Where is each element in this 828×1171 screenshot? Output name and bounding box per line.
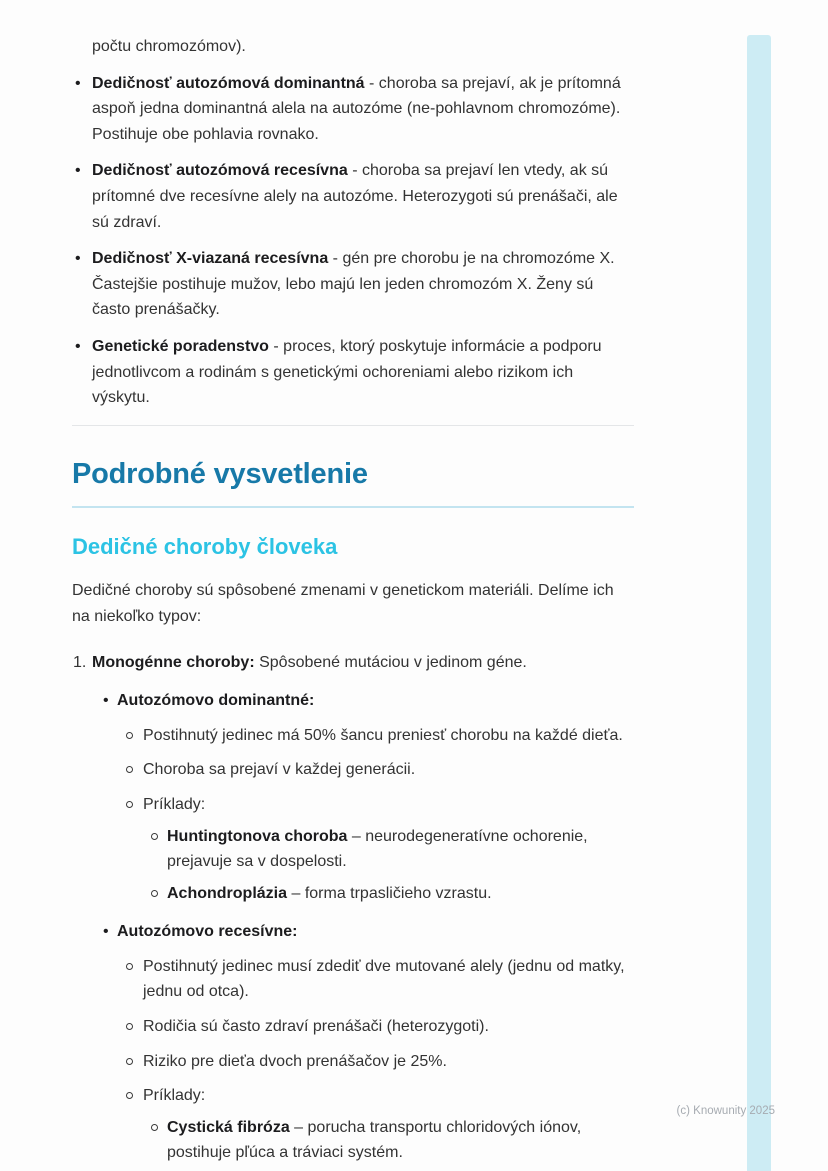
example-text: – forma trpasličieho vzrastu. bbox=[291, 884, 492, 902]
list-item bbox=[72, 334, 634, 411]
point-text: Postihnutý jedinec musí zdediť dve mutované alely (jednu od matky, jednu od otca). bbox=[143, 957, 625, 1001]
monogenic-groups-list bbox=[92, 688, 634, 1166]
point-item bbox=[117, 792, 634, 906]
group-title: Autozómovo recesívne: bbox=[117, 923, 298, 941]
term-description: - choroba sa prejaví, ak je prítomná aspoň jedna dominantná alela na autozóme (ne-pohlavnom chromozóme). Postihuje obe pohlavia rovnako. bbox=[92, 74, 621, 143]
point-text: Rodičia sú často zdraví prenášači (heterozygoti). bbox=[143, 1018, 489, 1036]
term-description: - proces, ktorý poskytuje informácie a podporu jednotlivcom a rodinám s genetickými ochoreniami alebo rizikom ich výskytu. bbox=[92, 337, 602, 407]
point-text: Riziko pre dieťa dvoch prenášačov je 25%. bbox=[143, 1052, 447, 1070]
point-item bbox=[117, 1014, 634, 1040]
term-bold: Dedičnosť X-viazaná recesívna bbox=[92, 250, 329, 268]
point-text: Príklady: bbox=[143, 1087, 206, 1105]
list-item bbox=[72, 158, 634, 235]
group-autosomal-recessive bbox=[92, 919, 634, 1166]
group-points-list bbox=[117, 954, 634, 1166]
group-autosomal-dominant bbox=[92, 688, 634, 906]
list-item bbox=[72, 71, 634, 148]
point-text: Choroba sa prejaví v každej generácii. bbox=[143, 761, 416, 779]
point-item bbox=[117, 757, 634, 783]
example-term: Achondroplázia bbox=[167, 884, 288, 902]
term-bold: Dedičnosť autozómová dominantná bbox=[92, 74, 365, 92]
examples-list bbox=[143, 1115, 634, 1166]
subsection-title: Dedičné choroby človeka bbox=[72, 533, 338, 559]
continuation-text: počtu chromozómov). bbox=[92, 38, 246, 55]
example-item bbox=[143, 1115, 634, 1166]
section-divider bbox=[72, 425, 634, 426]
example-text: – porucha transportu chloridových iónov, postihuje pľúca a tráviaci systém. bbox=[167, 1118, 582, 1162]
section-intro-text: Dedičné choroby sú spôsobené zmenami v genetickom materiáli. Delíme ich na niekoľko typov: bbox=[72, 582, 614, 625]
point-text: Príklady: bbox=[143, 795, 206, 813]
term-bold: Dedičnosť autozómová recesívna bbox=[92, 162, 348, 180]
section-title: Podrobné vysvetlenie bbox=[72, 456, 634, 508]
page-edge-decoration bbox=[747, 35, 771, 1171]
group-title: Autozómovo dominantné: bbox=[117, 692, 315, 710]
document-content bbox=[72, 34, 634, 1166]
watermark: (c) Knowunity 2025 bbox=[676, 1105, 775, 1117]
item-number: 1. bbox=[73, 653, 87, 671]
point-item bbox=[117, 1049, 634, 1075]
hereditary-types-list bbox=[72, 71, 634, 411]
point-item bbox=[117, 954, 634, 1005]
point-item bbox=[117, 1083, 634, 1166]
list-item bbox=[72, 246, 634, 323]
point-item bbox=[117, 723, 634, 749]
example-item bbox=[143, 824, 634, 875]
term-description: Spôsobené mutáciou v jedinom géne. bbox=[259, 653, 527, 671]
examples-list bbox=[143, 824, 634, 907]
example-item bbox=[143, 881, 634, 907]
term-bold: Monogénne choroby: bbox=[92, 653, 255, 671]
point-text: Postihnutý jedinec má 50% šancu preniesť chorobu na každé dieťa. bbox=[143, 726, 623, 744]
group-points-list bbox=[117, 723, 634, 907]
numbered-item-monogenic bbox=[72, 650, 634, 1167]
term-bold: Genetické poradenstvo bbox=[92, 337, 269, 355]
example-term: Huntingtonova choroba bbox=[167, 827, 348, 845]
term-description: - gén pre chorobu je na chromozóme X. Častejšie postihuje mužov, lebo majú len jeden chromozóm X. Ženy sú často prenášačky. bbox=[92, 250, 615, 319]
disease-types-numbered-list bbox=[72, 650, 634, 1167]
example-text: – neurodegeneratívne ochorenie, prejavuje sa v dospelosti. bbox=[167, 827, 588, 871]
term-description: - choroba sa prejaví len vtedy, ak sú prítomné dve recesívne alely na autozóme. Heterozygoti sú prenášači, ale sú zdraví. bbox=[92, 162, 618, 231]
example-term: Cystická fibróza bbox=[167, 1118, 290, 1136]
